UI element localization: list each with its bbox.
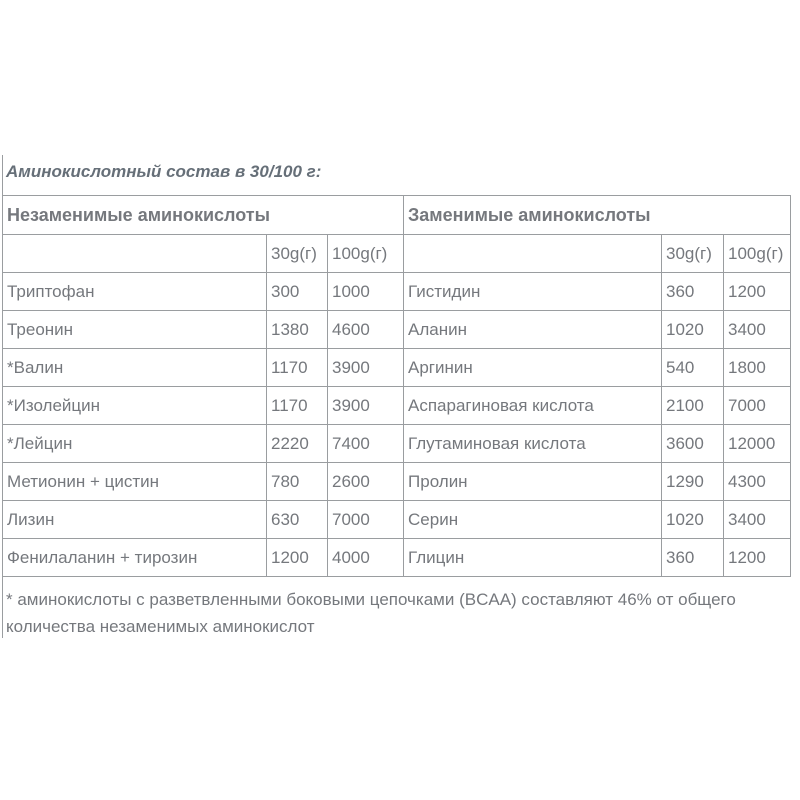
table-row	[3, 273, 791, 311]
table-row	[3, 539, 791, 577]
unit-header-100g: 100g(г)	[724, 235, 791, 273]
amino-100g-value: 4300	[724, 463, 791, 501]
table-row	[3, 387, 791, 425]
table-row	[3, 425, 791, 463]
amino-30g-value: 1380	[267, 311, 328, 349]
amino-100g-value: 7000	[328, 501, 404, 539]
amino-30g-value: 1290	[662, 463, 724, 501]
amino-name: Аланин	[404, 311, 662, 349]
amino-acid-table	[2, 195, 791, 577]
amino-name: Серин	[404, 501, 662, 539]
amino-30g-value: 1020	[662, 311, 724, 349]
amino-name: Глутаминовая кислота	[404, 425, 662, 463]
amino-30g-value: 1170	[267, 387, 328, 425]
unit-header-100g: 100g(г)	[328, 235, 404, 273]
empty-header-cell	[404, 235, 662, 273]
amino-name: *Изолейцин	[3, 387, 267, 425]
amino-30g-value: 2100	[662, 387, 724, 425]
amino-100g-value: 2600	[328, 463, 404, 501]
amino-100g-value: 3400	[724, 501, 791, 539]
amino-100g-value: 7000	[724, 387, 791, 425]
unit-header-30g: 30g(г)	[267, 235, 328, 273]
amino-30g-value: 360	[662, 273, 724, 311]
unit-header-row	[3, 235, 791, 273]
amino-30g-value: 1170	[267, 349, 328, 387]
amino-name: Гистидин	[404, 273, 662, 311]
table-row	[3, 463, 791, 501]
amino-name: Аспарагиновая кислота	[404, 387, 662, 425]
section-title: Аминокислотный состав в 30/100 г:	[6, 162, 322, 181]
empty-header-cell	[3, 235, 267, 273]
amino-name: Лизин	[3, 501, 267, 539]
table-row	[3, 349, 791, 387]
amino-name: Метионин + цистин	[3, 463, 267, 501]
group-header-nonessential: Заменимые аминокислоты	[404, 196, 791, 235]
amino-name: *Валин	[3, 349, 267, 387]
table-row	[3, 501, 791, 539]
group-header-essential: Незаменимые аминокислоты	[3, 196, 404, 235]
amino-name: Треонин	[3, 311, 267, 349]
amino-30g-value: 360	[662, 539, 724, 577]
amino-100g-value: 7400	[328, 425, 404, 463]
amino-30g-value: 2220	[267, 425, 328, 463]
amino-30g-value: 780	[267, 463, 328, 501]
amino-100g-value: 1200	[724, 539, 791, 577]
amino-30g-value: 540	[662, 349, 724, 387]
amino-100g-value: 1800	[724, 349, 791, 387]
amino-100g-value: 1000	[328, 273, 404, 311]
left-border-rule	[2, 155, 3, 638]
amino-100g-value: 12000	[724, 425, 791, 463]
amino-100g-value: 4000	[328, 539, 404, 577]
amino-name: Пролин	[404, 463, 662, 501]
unit-header-30g: 30g(г)	[662, 235, 724, 273]
amino-30g-value: 630	[267, 501, 328, 539]
amino-name: Триптофан	[3, 273, 267, 311]
amino-name: Аргинин	[404, 349, 662, 387]
amino-100g-value: 3400	[724, 311, 791, 349]
amino-name: Глицин	[404, 539, 662, 577]
table-row	[3, 311, 791, 349]
group-header-row	[3, 196, 791, 235]
amino-30g-value: 1020	[662, 501, 724, 539]
amino-name: *Лейцин	[3, 425, 267, 463]
amino-100g-value: 3900	[328, 387, 404, 425]
amino-30g-value: 3600	[662, 425, 724, 463]
amino-100g-value: 4600	[328, 311, 404, 349]
bcaa-footnote: * аминокислоты с разветвленными боковыми цепочками (BCAA) составляют 46% от общего количества незаменимых аминокислот	[6, 590, 736, 636]
amino-100g-value: 3900	[328, 349, 404, 387]
amino-30g-value: 300	[267, 273, 328, 311]
amino-name: Фенилаланин + тирозин	[3, 539, 267, 577]
amino-30g-value: 1200	[267, 539, 328, 577]
amino-composition-section	[2, 155, 790, 638]
amino-100g-value: 1200	[724, 273, 791, 311]
